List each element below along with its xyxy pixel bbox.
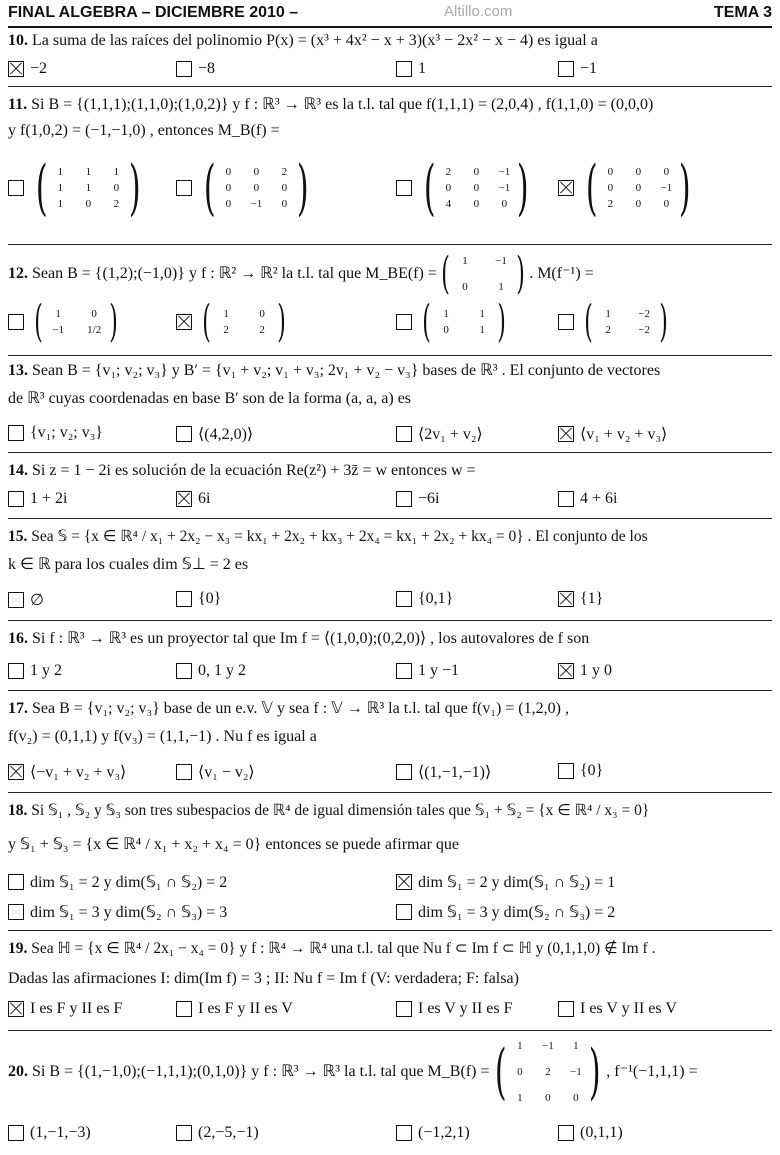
checkbox[interactable] — [558, 763, 574, 779]
q17-option-c[interactable] — [396, 762, 491, 782]
exam-title: FINAL ALGEBRA – DICIEMBRE 2010 – — [8, 4, 299, 21]
option-label: {0} — [580, 762, 604, 779]
q20-option-b[interactable] — [176, 1124, 259, 1142]
question-10 — [8, 30, 772, 52]
q14-option-d[interactable] — [558, 490, 617, 508]
checkbox[interactable] — [8, 1125, 24, 1141]
option-label: (−1,2,1) — [418, 1124, 470, 1141]
question-text: Si f : ℝ³ → ℝ³ es un proyector tal que Im f = ⟨(1,0,0);(0,2,0)⟩ , los autovalores de f son — [32, 630, 590, 647]
q10-option-a[interactable] — [8, 60, 47, 78]
matrix-entries: 1 1 0 1 — [443, 308, 485, 336]
separator — [8, 930, 772, 931]
q18-option-b[interactable] — [396, 872, 615, 892]
option-label: −8 — [198, 60, 216, 77]
separator — [8, 1030, 772, 1031]
q13-option-d[interactable] — [558, 424, 667, 444]
checkbox[interactable] — [176, 61, 192, 77]
separator — [8, 86, 772, 87]
q16-option-a[interactable] — [8, 662, 62, 680]
question-15 — [8, 526, 772, 576]
q15-option-a[interactable] — [8, 590, 44, 610]
matrix-entries: 1 −2 2 −2 — [605, 308, 651, 336]
question-18 — [8, 800, 772, 856]
matrix: ( 1 1 0 1 ) — [422, 296, 507, 347]
question-text: Sea 𝕊 = {x ∈ ℝ⁴ / x₁ + 2x₂ − x₃ = kx₁ + 2x₂ + kx₃ + 2x₄ = kx₁ + 2x₂ + kx₄ = 0} . El conjunto de los — [31, 528, 648, 545]
matrix-entries: 1 0 −1 1/2 — [52, 308, 102, 336]
q11-option-a[interactable] — [8, 153, 147, 223]
option-label: ⟨−v₁ + v₂ + v₃⟩ — [30, 764, 127, 781]
q10-option-b[interactable] — [176, 60, 215, 78]
q15-option-b[interactable] — [176, 590, 221, 608]
option-label: I es V y II es V — [580, 1000, 677, 1017]
q12-option-d[interactable] — [558, 296, 672, 347]
separator — [8, 690, 772, 691]
question-number: 10. — [8, 32, 28, 49]
question-text: f(v₂) = (0,1,1) y f(v₃) = (1,1,−1) . Nu f es igual a — [8, 728, 317, 745]
checkbox[interactable] — [396, 591, 412, 607]
q20-option-a[interactable] — [8, 1124, 91, 1142]
q10-option-c[interactable] — [396, 60, 426, 78]
option-label: 1 — [418, 60, 426, 77]
q15-option-d[interactable] — [558, 590, 603, 608]
q17-option-b[interactable] — [176, 762, 255, 782]
checkbox[interactable] — [8, 61, 24, 77]
separator — [8, 452, 772, 453]
option-label: 1 y 0 — [580, 662, 612, 679]
checkbox[interactable] — [176, 663, 192, 679]
option-label: dim 𝕊₁ = 3 y dim(𝕊₂ ∩ 𝕊₃) = 3 — [30, 904, 228, 921]
q13-option-a[interactable] — [8, 424, 103, 442]
checkbox[interactable] — [558, 491, 574, 507]
question-text: Sea B = {v₁; v₂; v₃} base de un e.v. 𝕍 y sea f : 𝕍 → ℝ³ la t.l. tal que f(v₁) = (1,2,0) , — [32, 700, 569, 717]
option-label: 1 + 2i — [30, 490, 68, 507]
q18-option-a[interactable] — [8, 872, 227, 892]
q20-option-d[interactable] — [558, 1124, 623, 1142]
q11-option-b[interactable] — [176, 153, 315, 223]
question-text: y 𝕊₁ + 𝕊₃ = {x ∈ ℝ⁴ / x₁ + x₂ + x₄ = 0} entonces se puede afirmar que — [8, 836, 459, 853]
option-label: {0,1} — [418, 590, 454, 607]
option-label: −2 — [30, 60, 48, 77]
option-label: ⟨v₁ + v₂ + v₃⟩ — [580, 426, 668, 443]
option-label: dim 𝕊₁ = 2 y dim(𝕊₁ ∩ 𝕊₂) = 2 — [30, 874, 228, 891]
q14-option-c[interactable] — [396, 490, 439, 508]
question-text: Sean B = {v₁; v₂; v₃} y B′ = {v₁ + v₂; v₁ + v₃; 2v₁ + v₂ − v₃} bases de ℝ³ . El conjunto de vectores — [32, 362, 661, 379]
question-text: Sea ℍ = {x ∈ ℝ⁴ / 2x₁ − x₄ = 0} y f : ℝ⁴ → ℝ⁴ una t.l. tal que Nu f ⊂ Im f ⊂ ℍ y (0,1,1,0) ∉ Im f . — [31, 940, 656, 957]
question-text: Dadas las afirmaciones I: dim(Im f) = 3 ; II: Nu f = Im f (V: verdadera; F: falsa) — [8, 970, 519, 987]
checkbox[interactable] — [176, 314, 192, 330]
checkbox[interactable] — [176, 180, 192, 196]
matrix: ( 1 0 2 2 ) — [202, 296, 287, 347]
question-number: 15. — [8, 528, 28, 545]
q19-option-c[interactable] — [396, 1000, 513, 1018]
option-label: −1 — [580, 60, 598, 77]
q17-option-a[interactable] — [8, 762, 126, 782]
checkbox[interactable] — [396, 764, 412, 780]
watermark: Altillo.com — [444, 3, 513, 20]
q19-option-d[interactable] — [558, 1000, 677, 1018]
question-20 — [8, 1036, 772, 1108]
checkbox[interactable] — [396, 904, 412, 920]
q19-option-a[interactable] — [8, 1000, 122, 1018]
matrix: ( 1 −1 0 1 ) — [441, 248, 525, 299]
option-label: ∅ — [30, 592, 44, 609]
option-label: dim 𝕊₁ = 2 y dim(𝕊₁ ∩ 𝕊₂) = 1 — [418, 874, 616, 891]
checkbox[interactable] — [558, 61, 574, 77]
option-label: 1 y −1 — [418, 662, 460, 679]
separator — [8, 792, 772, 793]
question-text: , f⁻¹(−1,1,1) = — [606, 1063, 698, 1080]
checkbox[interactable] — [558, 591, 574, 607]
q13-option-b[interactable] — [176, 424, 253, 444]
q19-option-b[interactable] — [176, 1000, 293, 1018]
option-label: 0, 1 y 2 — [198, 662, 246, 679]
option-label: I es F y II es F — [30, 1000, 123, 1017]
checkbox[interactable] — [176, 1001, 192, 1017]
q17-option-d[interactable] — [558, 762, 603, 780]
option-label: 1 y 2 — [30, 662, 62, 679]
option-label: ⟨2v₁ + v₂⟩ — [418, 426, 483, 443]
q11-option-c[interactable] — [396, 153, 535, 223]
option-label: (2,−5,−1) — [198, 1124, 259, 1141]
checkbox[interactable] — [558, 1001, 574, 1017]
option-label: I es F y II es V — [198, 1000, 293, 1017]
question-text: Si 𝕊₁ , 𝕊₂ y 𝕊₃ son tres subespacios de ℝ⁴ de igual dimensión tales que 𝕊₁ + 𝕊₂ = {x ∈ ℝ⁴ / x₃ = 0} — [31, 802, 650, 819]
matrix: ( 0 0 2 0 0 0 0 −1 0 ) — [203, 153, 309, 223]
question-text: Si B = {(1,−1,0);(−1,1,1);(0,1,0)} y f : ℝ³ → ℝ³ la t.l. tal que M_B(f) = — [32, 1063, 490, 1080]
checkbox[interactable] — [396, 874, 412, 890]
question-number: 16. — [8, 630, 28, 647]
checkbox[interactable] — [176, 426, 192, 442]
checkbox[interactable] — [8, 425, 24, 441]
option-label: (0,1,1) — [580, 1124, 623, 1141]
question-number: 14. — [8, 462, 28, 479]
separator — [8, 620, 772, 621]
q12-option-c[interactable] — [396, 296, 510, 347]
question-19 — [8, 938, 772, 990]
question-text: y f(1,0,2) = (−1,−1,0) , entonces M_B(f) = — [8, 122, 280, 139]
checkbox[interactable] — [8, 314, 24, 330]
checkbox[interactable] — [558, 426, 574, 442]
matrix-entries: 1 −1 0 1 — [462, 255, 507, 293]
checkbox[interactable] — [8, 1001, 24, 1017]
checkbox[interactable] — [8, 764, 24, 780]
checkbox[interactable] — [396, 491, 412, 507]
question-16 — [8, 628, 772, 650]
question-11 — [8, 94, 772, 142]
matrix-entries: 0 0 2 0 0 0 0 −1 0 — [225, 166, 288, 210]
question-13 — [8, 360, 772, 410]
matrix-entries: 1 1 1 1 1 0 1 0 2 — [57, 166, 120, 210]
checkbox[interactable] — [396, 1001, 412, 1017]
question-text: Si z = 1 − 2i es solución de la ecuación Re(z²) + 3z̄ = w entonces w = — [32, 462, 476, 479]
option-label: {0} — [198, 590, 222, 607]
checkbox[interactable] — [558, 1125, 574, 1141]
q12-option-b[interactable] — [176, 296, 290, 347]
page-header — [8, 4, 772, 28]
question-text: . M(f⁻¹) = — [529, 265, 594, 282]
q16-option-c[interactable] — [396, 662, 459, 680]
checkbox[interactable] — [396, 1125, 412, 1141]
q20-option-c[interactable] — [396, 1124, 470, 1142]
option-label: dim 𝕊₁ = 3 y dim(𝕊₂ ∩ 𝕊₃) = 2 — [418, 904, 616, 921]
question-text: k ∈ ℝ para los cuales dim 𝕊⊥ = 2 es — [8, 556, 249, 573]
checkbox[interactable] — [8, 663, 24, 679]
question-14 — [8, 460, 772, 482]
question-number: 13. — [8, 362, 28, 379]
q18-option-c[interactable] — [8, 902, 227, 922]
q14-option-a[interactable] — [8, 490, 67, 508]
question-number: 20. — [8, 1063, 28, 1080]
separator — [8, 518, 772, 519]
checkbox[interactable] — [558, 180, 574, 196]
matrix: ( 2 0 −1 0 0 −1 4 0 0 ) — [423, 153, 529, 223]
option-label: ⟨(1,−1,−1)⟩ — [418, 764, 492, 781]
q16-option-d[interactable] — [558, 662, 612, 680]
question-17 — [8, 698, 772, 748]
checkbox[interactable] — [396, 426, 412, 442]
q18-option-d[interactable] — [396, 902, 615, 922]
matrix-entries: 2 0 −1 0 0 −1 4 0 0 — [445, 166, 511, 210]
q11-option-d[interactable] — [558, 153, 697, 223]
q16-option-b[interactable] — [176, 662, 246, 680]
q10-option-d[interactable] — [558, 60, 597, 78]
question-number: 19. — [8, 940, 28, 957]
matrix: ( 1 1 1 1 1 0 1 0 2 ) — [35, 153, 141, 223]
question-number: 11. — [8, 96, 28, 113]
matrix-entries: 1 0 2 2 — [223, 308, 265, 336]
checkbox[interactable] — [558, 663, 574, 679]
q15-option-c[interactable] — [396, 590, 453, 608]
checkbox[interactable] — [8, 180, 24, 196]
exam-version: TEMA 3 — [713, 4, 772, 21]
option-label: 4 + 6i — [580, 490, 618, 507]
question-number: 17. — [8, 700, 28, 717]
option-label: −6i — [418, 490, 440, 507]
separator — [8, 244, 772, 245]
q12-option-a[interactable] — [8, 296, 122, 347]
checkbox[interactable] — [8, 592, 24, 608]
option-label: 6i — [198, 490, 211, 507]
checkbox[interactable] — [396, 314, 412, 330]
matrix: ( 0 0 0 0 0 −1 2 0 0 ) — [585, 153, 691, 223]
matrix-entries: 0 0 0 0 0 −1 2 0 0 — [607, 166, 673, 210]
matrix: ( 1 0 −1 1/2 ) — [34, 296, 119, 347]
option-label: ⟨(4,2,0)⟩ — [198, 426, 254, 443]
option-label: {v₁; v₂; v₃} — [30, 424, 103, 441]
matrix: ( 1 −2 2 −2 ) — [584, 296, 669, 347]
matrix-entries: 1 −1 1 0 2 −1 1 0 0 — [517, 1040, 582, 1104]
checkbox[interactable] — [396, 61, 412, 77]
q14-option-b[interactable] — [176, 490, 210, 508]
checkbox[interactable] — [558, 314, 574, 330]
matrix: ( 1 −1 1 0 2 −1 1 0 0 ) — [495, 1037, 601, 1107]
question-text: Si B = {(1,1,1);(1,1,0);(1,0,2)} y f : ℝ³ → ℝ³ es la t.l. tal que f(1,1,1) = (2,0,4) , f(1,1,0) = (0,0,0) — [31, 96, 654, 113]
q13-option-c[interactable] — [396, 424, 483, 444]
checkbox[interactable] — [8, 491, 24, 507]
checkbox[interactable] — [176, 591, 192, 607]
checkbox[interactable] — [176, 764, 192, 780]
question-text: de ℝ³ cuyas coordenadas en base B′ son de la forma (a, a, a) es — [8, 390, 412, 407]
question-number: 18. — [8, 802, 28, 819]
checkbox[interactable] — [176, 1125, 192, 1141]
checkbox[interactable] — [396, 663, 412, 679]
checkbox[interactable] — [396, 180, 412, 196]
checkbox[interactable] — [8, 904, 24, 920]
option-label: ⟨v₁ − v₂⟩ — [198, 764, 255, 781]
question-number: 12. — [8, 265, 28, 282]
separator — [8, 355, 772, 356]
option-label: I es V y II es F — [418, 1000, 513, 1017]
question-text: La suma de las raíces del polinomio P(x) = (x³ + 4x² − x + 3)(x³ − 2x² − x − 4) es igual a — [32, 32, 598, 49]
question-12 — [8, 248, 772, 299]
checkbox[interactable] — [176, 491, 192, 507]
option-label: {1} — [580, 590, 604, 607]
question-text: Sean B = {(1,2);(−1,0)} y f : ℝ² → ℝ² la t.l. tal que M_BE(f) = — [32, 265, 437, 282]
checkbox[interactable] — [8, 874, 24, 890]
option-label: (1,−1,−3) — [30, 1124, 91, 1141]
